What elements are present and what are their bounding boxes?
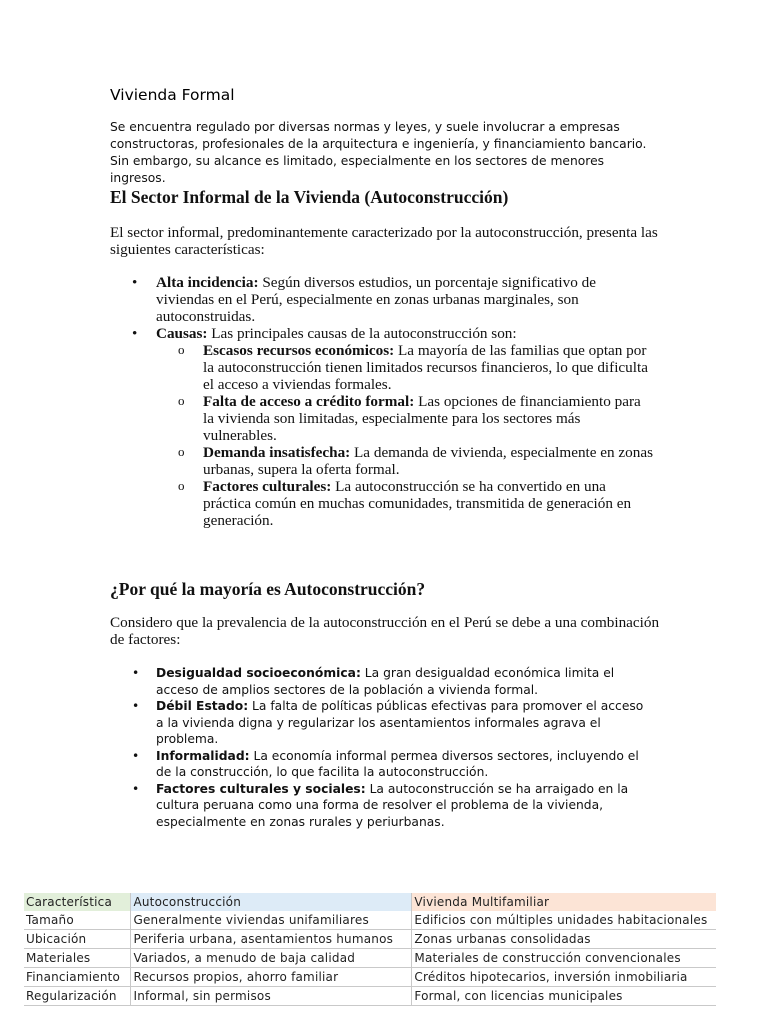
- list-item: [110, 748, 650, 781]
- paragraph-vivienda-formal: Se encuentra regulado por diversas normas y leyes, y suele involucrar a empresas constructoras, profesionales de la arquitectura e ingeniería, y financiamiento bancario. Sin embargo, su alcance es limitado, especialmente en los sectores de menores ingresos.: [110, 120, 647, 185]
- item-label: Débil Estado:: [156, 699, 249, 713]
- causes-sublist: [156, 342, 655, 529]
- list-item: [110, 665, 650, 698]
- item-text: Las principales causas de la autoconstrucción son:: [207, 325, 517, 342]
- item-text: La mayoría de las familias que optan por la autoconstrucción tienen limitados recursos financieros, lo que dificulta el acceso a viviendas formales.: [203, 342, 648, 393]
- table-cell: Generalmente viviendas unifamiliares: [131, 911, 412, 930]
- table-row: [24, 930, 716, 949]
- item-label: Escasos recursos económicos:: [203, 342, 395, 359]
- item-text: La falta de políticas públicas efectivas para promover el acceso a la vivienda digna y regularizar los asentamientos informales agrava el problema.: [156, 699, 644, 746]
- list-item: [110, 325, 655, 529]
- table-header-row: [24, 893, 716, 911]
- item-label: Desigualdad socioeconómica:: [156, 666, 361, 680]
- table-cell: Regularización: [24, 987, 131, 1006]
- table-cell: Ubicación: [24, 930, 131, 949]
- paragraph-sector-informal-intro: El sector informal, predominantemente caracterizado por la autoconstrucción, presenta las siguientes características:: [110, 224, 658, 258]
- table-cell: Créditos hipotecarios, inversión inmobiliaria: [412, 968, 716, 987]
- table-cell: Formal, con licencias municipales: [412, 987, 716, 1006]
- item-text: Las opciones de financiamiento para la vivienda son limitadas, especialmente para los sectores más vulnerables.: [203, 393, 641, 444]
- header-cell-caracteristica: Característica: [24, 893, 131, 911]
- heading-por-que-autoconstruccion: ¿Por qué la mayoría es Autoconstrucción?: [110, 579, 426, 599]
- sublist-item: [156, 478, 655, 529]
- table-row: [24, 949, 716, 968]
- header-cell-vivienda-multifamiliar: Vivienda Multifamiliar: [412, 893, 716, 911]
- item-text: La gran desigualdad económica limita el acceso de amplios sectores de la población a vivienda formal.: [156, 666, 615, 697]
- table-row: [24, 987, 716, 1006]
- sublist-item: [156, 444, 655, 478]
- comparison-table: [24, 893, 716, 1006]
- table-cell: Informal, sin permisos: [131, 987, 412, 1006]
- item-text: La demanda de vivienda, especialmente en zonas urbanas, supera la oferta formal.: [203, 444, 654, 478]
- item-text: Según diversos estudios, un porcentaje significativo de viviendas en el Perú, especialmente en zonas urbanas marginales, son autoconstruidas.: [156, 274, 596, 325]
- table-cell: Tamaño: [24, 911, 131, 930]
- item-label: Alta incidencia:: [156, 274, 259, 291]
- table-cell: Edificios con múltiples unidades habitacionales: [412, 911, 716, 930]
- table-cell: Materiales: [24, 949, 131, 968]
- item-text: La autoconstrucción se ha arraigado en la cultura peruana como una forma de resolver el problema de la vivienda, especialmente en zonas rurales y periurbanas.: [156, 781, 629, 829]
- item-label: Factores culturales y sociales:: [156, 781, 366, 796]
- list-item: [110, 274, 655, 325]
- item-text: La economía informal permea diversos sectores, incluyendo el de la construcción, lo que facilita la autoconstrucción.: [156, 748, 639, 779]
- item-label: Falta de acceso a crédito formal:: [203, 393, 415, 410]
- table-cell: Financiamiento: [24, 968, 131, 987]
- table-cell: Recursos propios, ahorro familiar: [131, 968, 412, 987]
- header-cell-autoconstruccion: Autoconstrucción: [131, 893, 412, 911]
- item-label: Factores culturales:: [203, 478, 332, 495]
- informal-characteristics-list: [110, 274, 655, 529]
- factors-list: [110, 665, 650, 830]
- paragraph-por-que-intro: Considero que la prevalencia de la autoconstrucción en el Perú se debe a una combinación de factores:: [110, 614, 660, 648]
- table-row: [24, 968, 716, 987]
- heading-sector-informal: El Sector Informal de la Vivienda (Autoconstrucción): [110, 187, 509, 207]
- heading-vivienda-formal: Vivienda Formal: [110, 86, 235, 104]
- list-item: [110, 781, 650, 831]
- sublist-item: [156, 342, 655, 393]
- table-row: [24, 911, 716, 930]
- table-cell: Materiales de construcción convencionales: [412, 949, 716, 968]
- table-cell: Periferia urbana, asentamientos humanos: [131, 930, 412, 949]
- item-label: Causas:: [156, 325, 208, 342]
- item-label: Demanda insatisfecha:: [203, 444, 351, 461]
- item-text: La autoconstrucción se ha convertido en una práctica común en muchas comunidades, transmitida de generación en generación.: [203, 478, 632, 529]
- table-cell: Variados, a menudo de baja calidad: [131, 949, 412, 968]
- sublist-item: [156, 393, 655, 444]
- list-item: [110, 698, 650, 748]
- item-label: Informalidad:: [156, 748, 250, 763]
- table-cell: Zonas urbanas consolidadas: [412, 930, 716, 949]
